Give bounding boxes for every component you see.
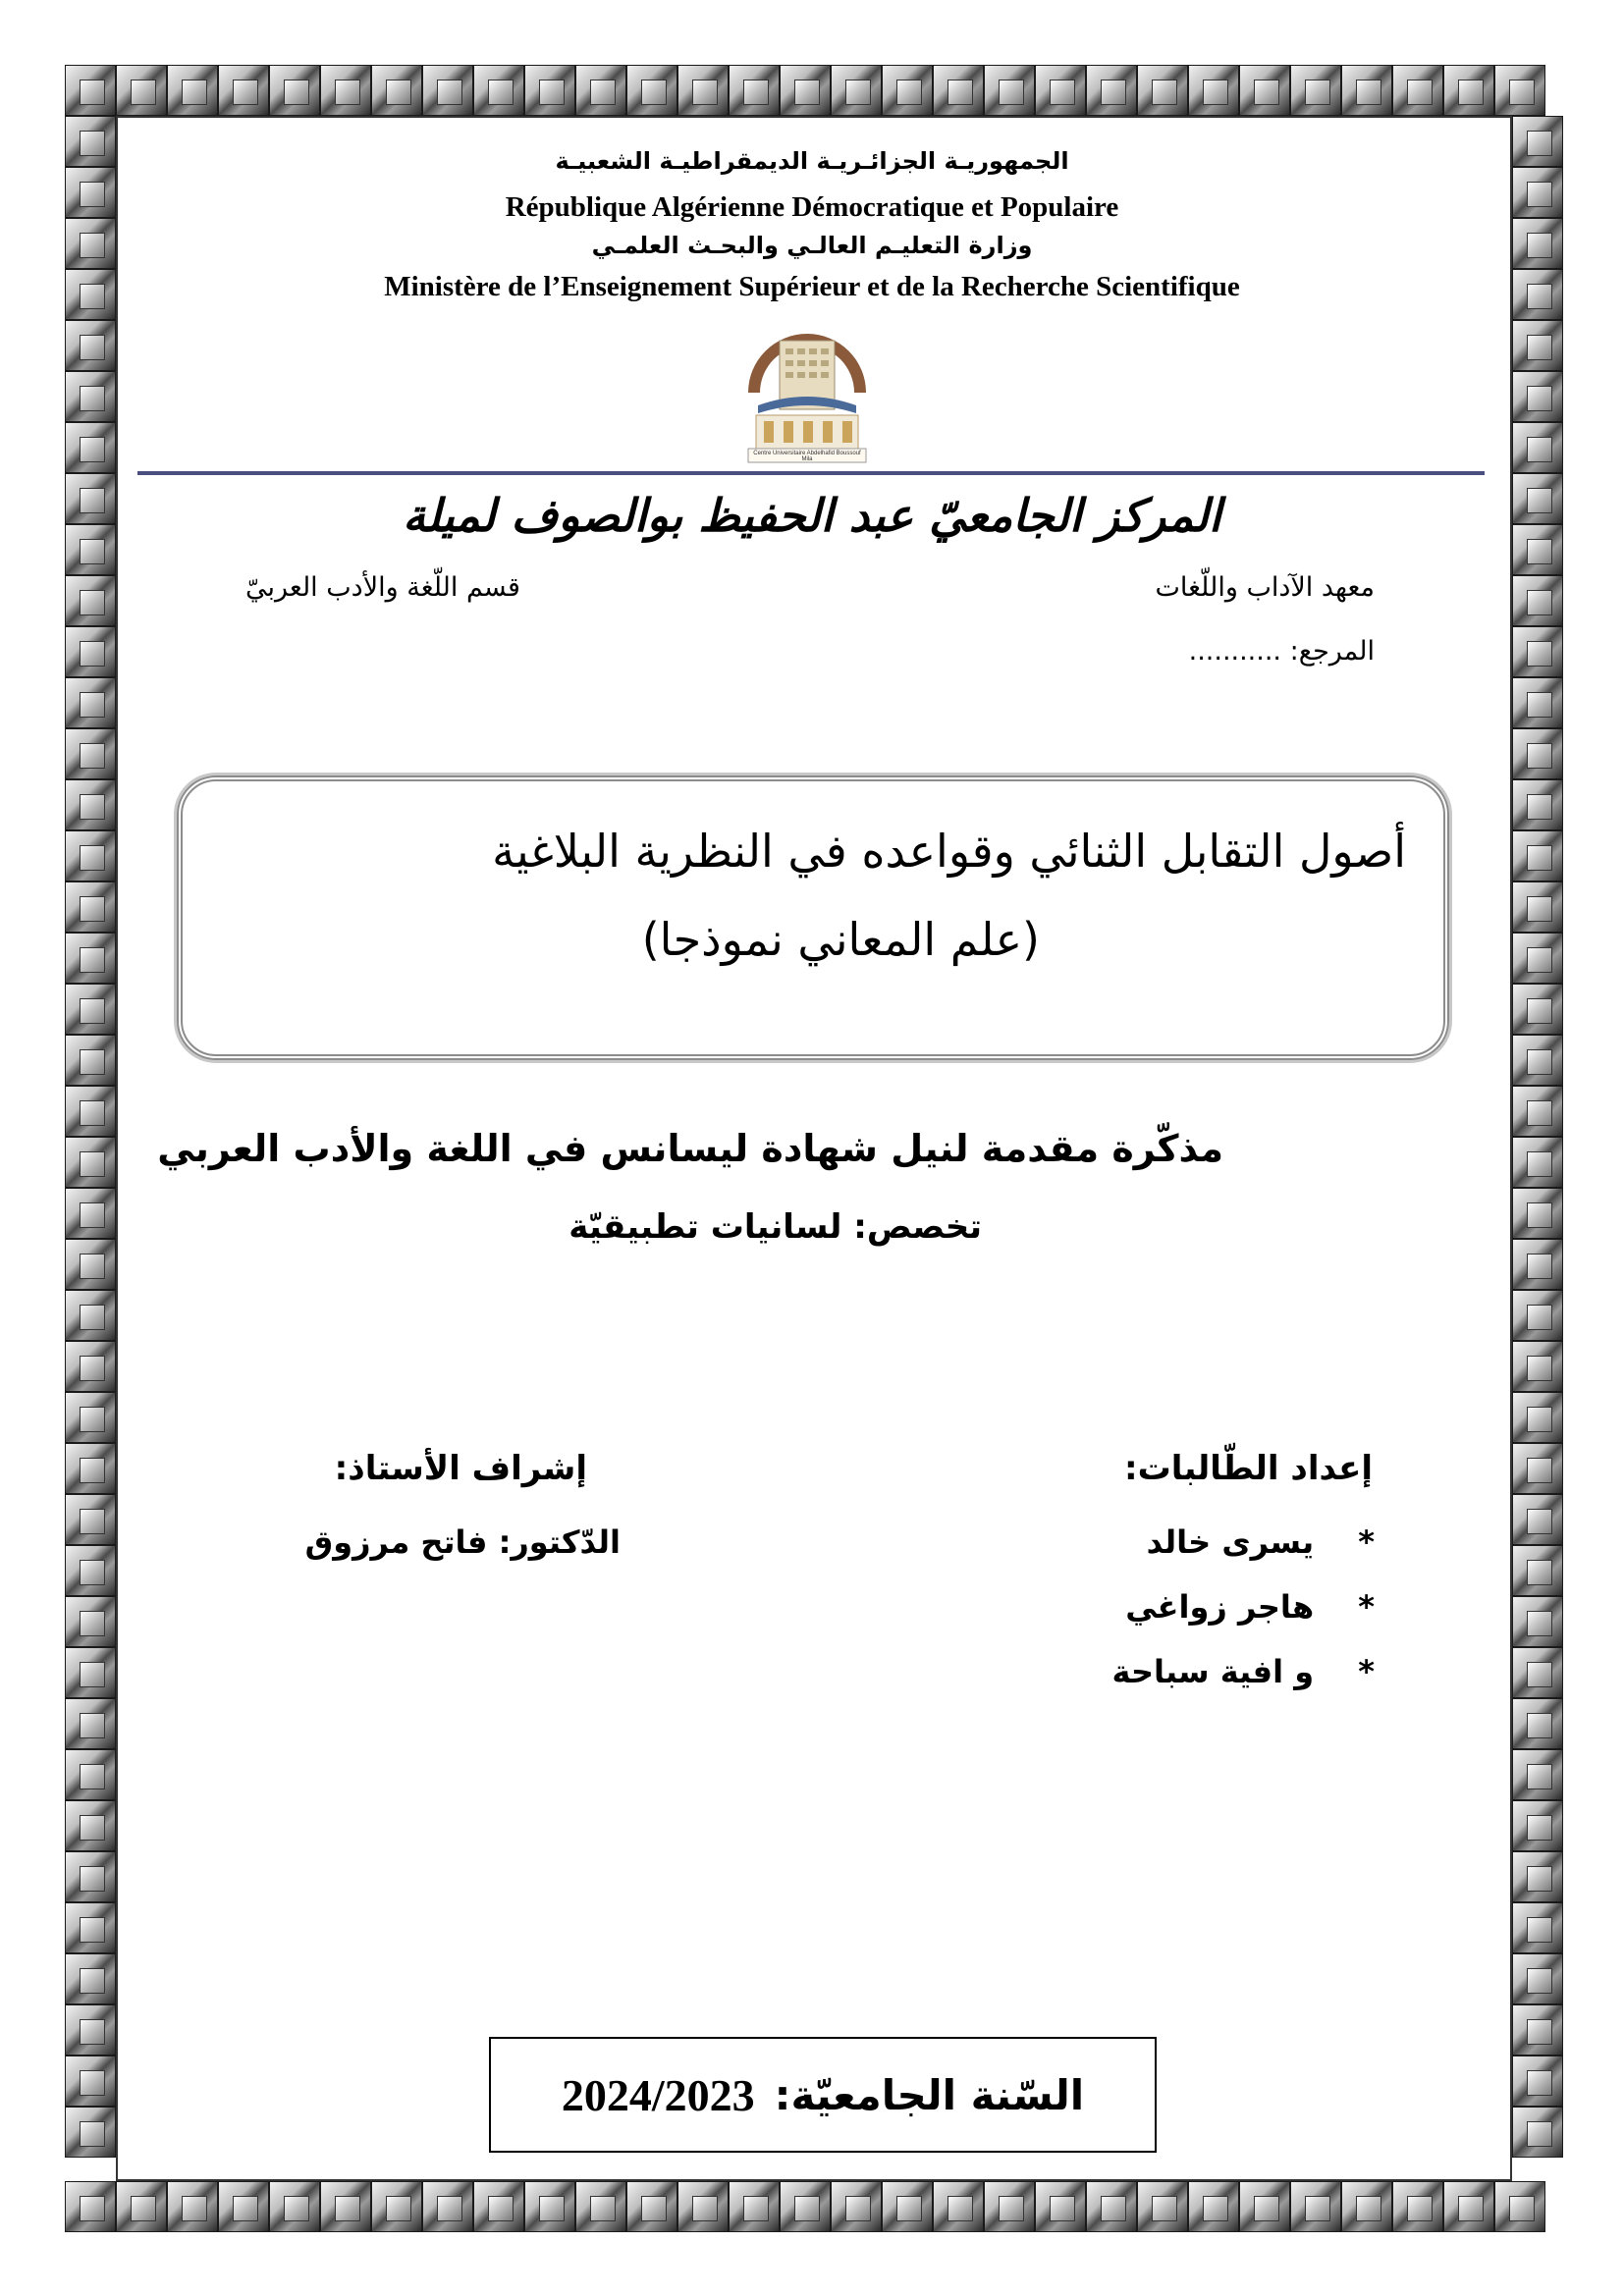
border-stud <box>65 320 116 371</box>
border-stud <box>65 1341 116 1392</box>
border-stud <box>65 422 116 473</box>
border-stud <box>65 2107 116 2158</box>
border-stud <box>269 65 320 116</box>
border-stud <box>729 65 780 116</box>
student-name: يسرى خالد <box>1146 1523 1315 1561</box>
border-stud <box>1512 779 1563 830</box>
border-stud <box>1290 2181 1341 2232</box>
border-stud <box>1512 2107 1563 2158</box>
border-stud <box>1512 1392 1563 1443</box>
border-stud <box>218 65 269 116</box>
border-stud <box>1512 881 1563 933</box>
border-stud <box>65 779 116 830</box>
border-stud <box>1137 65 1188 116</box>
border-stud <box>1512 933 1563 984</box>
student-row <box>1112 1653 1375 1690</box>
border-stud <box>1494 2181 1545 2232</box>
border-stud <box>1512 984 1563 1035</box>
border-stud <box>65 1545 116 1596</box>
border-stud <box>65 1647 116 1698</box>
border-stud <box>65 1443 116 1494</box>
border-stud <box>1512 2056 1563 2107</box>
border-stud <box>575 65 626 116</box>
institute-label: معهد الآداب واللّغات <box>1155 572 1375 603</box>
border-stud <box>167 2181 218 2232</box>
border-stud <box>1512 1239 1563 1290</box>
border-stud <box>1512 626 1563 677</box>
border-stud <box>65 2181 116 2232</box>
border-stud <box>1443 65 1494 116</box>
border-stud <box>1035 2181 1086 2232</box>
border-stud <box>729 2181 780 2232</box>
border-stud <box>626 2181 677 2232</box>
border-stud <box>167 65 218 116</box>
border-stud <box>65 371 116 422</box>
border-stud <box>65 1239 116 1290</box>
border-stud <box>1512 830 1563 881</box>
border-stud <box>422 65 473 116</box>
bullet: * <box>1358 1523 1375 1561</box>
degree-line: مذكّرة مقدمة لنيل شهادة ليسانس في اللغة والأدب العربي <box>157 1127 1223 1170</box>
border-stud <box>65 1953 116 2004</box>
republic-ar: الجمهوريـة الجزائـريـة الديمقراطيـة الشعبيـة <box>555 147 1069 175</box>
border-right <box>1512 116 1563 2158</box>
border-stud <box>1512 1596 1563 1647</box>
border-stud <box>1512 575 1563 626</box>
border-stud <box>1512 1494 1563 1545</box>
header-divider <box>137 471 1485 475</box>
border-stud <box>65 1392 116 1443</box>
border-stud <box>422 2181 473 2232</box>
border-stud <box>65 830 116 881</box>
border-stud <box>65 933 116 984</box>
border-stud <box>831 2181 882 2232</box>
border-stud <box>1512 371 1563 422</box>
border-stud <box>1086 2181 1137 2232</box>
border-stud <box>1188 65 1239 116</box>
border-stud <box>65 677 116 728</box>
student-row <box>1125 1588 1375 1626</box>
border-stud <box>371 65 422 116</box>
thesis-title-line2: (علم المعاني نموذجا) <box>641 913 1040 966</box>
border-stud <box>65 1902 116 1953</box>
university-building-logo <box>729 319 886 466</box>
border-stud <box>116 2181 167 2232</box>
border-stud <box>780 65 831 116</box>
border-stud <box>1512 1800 1563 1851</box>
border-stud <box>65 1800 116 1851</box>
center-name: المركز الجامعيّ عبد الحفيظ بوالصوف لميلة <box>403 489 1221 542</box>
specialty-line: تخصص: لسانيات تطبيقيّة <box>568 1207 982 1247</box>
border-stud <box>831 65 882 116</box>
border-stud <box>1035 65 1086 116</box>
border-stud <box>65 1035 116 1086</box>
border-stud <box>1512 1137 1563 1188</box>
border-stud <box>65 2056 116 2107</box>
border-stud <box>882 65 933 116</box>
border-stud <box>320 65 371 116</box>
border-stud <box>320 2181 371 2232</box>
bullet: * <box>1358 1653 1375 1690</box>
border-stud <box>1512 1698 1563 1749</box>
supervisor-name: الدّكتور: فاتح مرزوق <box>304 1523 621 1561</box>
border-stud <box>1392 65 1443 116</box>
border-stud <box>1512 1647 1563 1698</box>
border-stud <box>1341 65 1392 116</box>
student-name: و افية سباحة <box>1111 1653 1315 1690</box>
border-stud <box>1512 1902 1563 1953</box>
border-stud <box>882 2181 933 2232</box>
border-top <box>65 65 1545 116</box>
border-stud <box>933 65 984 116</box>
ministry-ar: وزارة التعليـم العالـي والبحـث العلمـي <box>591 232 1033 259</box>
border-stud <box>1188 2181 1239 2232</box>
border-stud <box>65 2004 116 2056</box>
border-stud <box>1494 65 1545 116</box>
department-label: قسم اللّغة والأدب العربيّ <box>245 572 520 603</box>
border-stud <box>1512 1953 1563 2004</box>
students-label: إعداد الطّالبات: <box>1124 1449 1373 1488</box>
border-stud <box>65 626 116 677</box>
border-stud <box>626 65 677 116</box>
republic-fr: République Algérienne Démocratique et Populaire <box>505 191 1119 223</box>
border-stud <box>524 65 575 116</box>
border-stud <box>65 1290 116 1341</box>
border-stud <box>473 65 524 116</box>
border-stud <box>1512 1749 1563 1800</box>
academic-year-box <box>489 2037 1157 2153</box>
border-stud <box>65 1494 116 1545</box>
border-stud <box>65 881 116 933</box>
border-stud <box>116 65 167 116</box>
border-stud <box>677 2181 729 2232</box>
border-stud <box>780 2181 831 2232</box>
border-stud <box>984 65 1035 116</box>
border-stud <box>1512 1545 1563 1596</box>
reference-label: المرجع: ........... <box>1188 636 1375 667</box>
academic-year-value: 2024/2023 <box>561 2069 755 2120</box>
border-stud <box>65 1188 116 1239</box>
border-stud <box>371 2181 422 2232</box>
bullet: * <box>1358 1588 1375 1626</box>
border-stud <box>1512 1188 1563 1239</box>
border-stud <box>65 575 116 626</box>
border-stud <box>65 1596 116 1647</box>
border-stud <box>1239 65 1290 116</box>
border-stud <box>65 1749 116 1800</box>
border-stud <box>984 2181 1035 2232</box>
logo-caption: Centre Universitaire Abdelhafid Boussouf Mila <box>753 451 861 462</box>
border-stud <box>575 2181 626 2232</box>
border-stud <box>65 1137 116 1188</box>
border-stud <box>65 65 116 116</box>
border-stud <box>677 65 729 116</box>
border-left <box>65 116 116 2158</box>
border-stud <box>1443 2181 1494 2232</box>
border-stud <box>473 2181 524 2232</box>
border-bottom <box>65 2181 1545 2232</box>
border-stud <box>218 2181 269 2232</box>
student-row <box>1147 1523 1375 1561</box>
supervisor-label: إشراف الأستاذ: <box>334 1449 587 1488</box>
border-stud <box>1392 2181 1443 2232</box>
border-stud <box>1512 1851 1563 1902</box>
border-stud <box>1290 65 1341 116</box>
border-stud <box>1512 1086 1563 1137</box>
border-stud <box>65 1086 116 1137</box>
border-stud <box>1341 2181 1392 2232</box>
border-stud <box>1512 728 1563 779</box>
border-stud <box>1512 1341 1563 1392</box>
border-stud <box>1512 422 1563 473</box>
border-stud <box>269 2181 320 2232</box>
border-stud <box>1512 1443 1563 1494</box>
ministry-fr: Ministère de l’Enseignement Supérieur et de la Recherche Scientifique <box>384 271 1240 302</box>
thesis-title-line1: أصول التقابل الثنائي وقواعده في النظرية البلاغية <box>492 825 1406 878</box>
student-name: هاجر زواغي <box>1125 1588 1315 1626</box>
border-stud <box>65 1851 116 1902</box>
border-stud <box>1512 1290 1563 1341</box>
academic-year-label: السّنة الجامعيّة: <box>774 2070 1085 2119</box>
border-stud <box>1512 677 1563 728</box>
border-stud <box>933 2181 984 2232</box>
border-stud <box>1512 2004 1563 2056</box>
border-stud <box>1086 65 1137 116</box>
border-stud <box>524 2181 575 2232</box>
border-stud <box>1512 320 1563 371</box>
border-stud <box>1239 2181 1290 2232</box>
border-stud <box>65 728 116 779</box>
border-stud <box>1137 2181 1188 2232</box>
border-stud <box>65 984 116 1035</box>
border-stud <box>65 1698 116 1749</box>
border-stud <box>1512 1035 1563 1086</box>
